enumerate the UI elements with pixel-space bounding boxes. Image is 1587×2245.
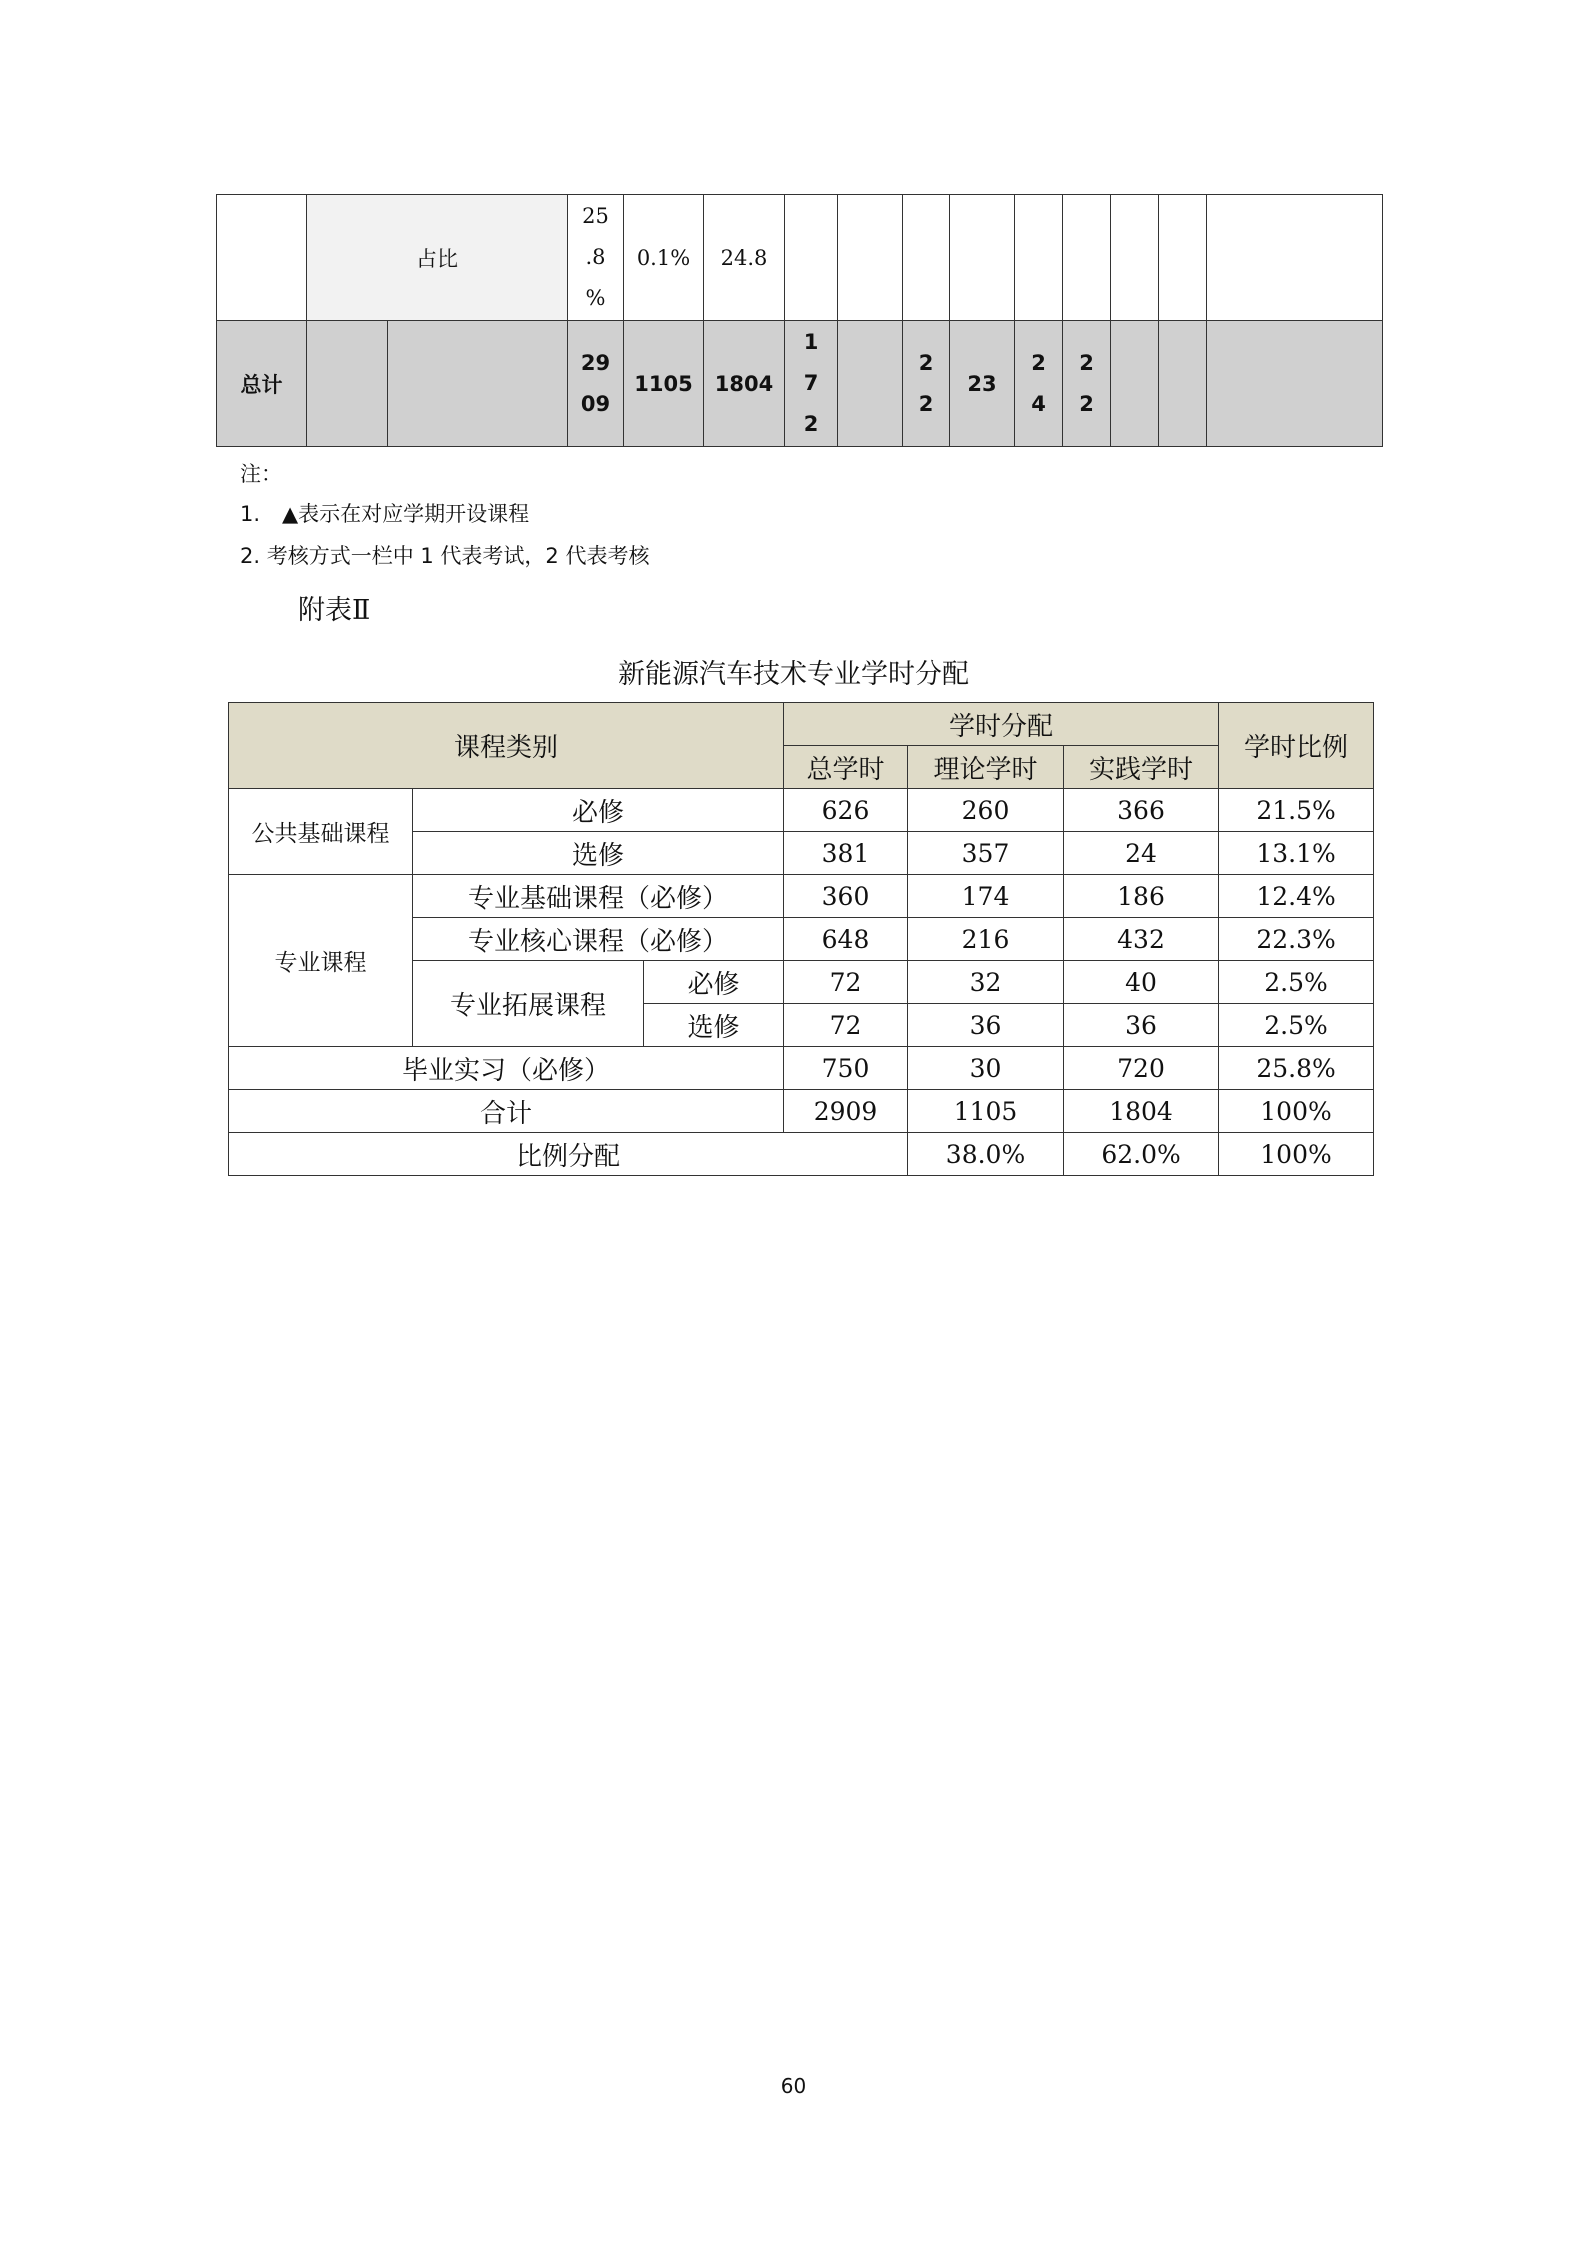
course-summary-table-fragment (216, 194, 1383, 447)
professional-label: 专业课程 (229, 875, 413, 1047)
table-row: 公共基础课程 必修 626 260 366 21.5% (229, 789, 1374, 832)
table-row: 专业拓展课程 必修 72 32 40 2.5% (229, 961, 1374, 1004)
internship-label: 毕业实习（必修） (229, 1047, 784, 1090)
table-row: 专业课程 专业基础课程（必修） 360 174 186 12.4% (229, 875, 1374, 918)
proportion-label: 比例分配 (229, 1133, 908, 1176)
page-number: 60 (780, 2074, 807, 2098)
header-hours-ratio: 学时比例 (1219, 703, 1374, 789)
row-label: 专业基础课程（必修） (413, 875, 784, 918)
ratio-practice: 24.8 (704, 195, 785, 321)
ratio-theory: 0.1% (624, 195, 704, 321)
total-label: 总计 (217, 321, 307, 447)
note-item-1 (240, 498, 529, 528)
table-row: 选修 72 36 36 2.5% (229, 1004, 1374, 1047)
table-row: 比例分配 38.0% 62.0% 100% (229, 1133, 1374, 1176)
header-category: 课程类别 (229, 703, 784, 789)
row-label: 选修 (644, 1004, 784, 1047)
ratio-label: 占比 (307, 195, 568, 321)
row-label: 必修 (644, 961, 784, 1004)
header-practice-hours: 实践学时 (1064, 746, 1219, 789)
header-theory-hours: 理论学时 (908, 746, 1064, 789)
header-row-1 (229, 703, 1374, 746)
header-total-hours: 总学时 (784, 746, 908, 789)
ratio-row (217, 195, 1383, 321)
total-practice: 1804 (704, 321, 785, 447)
total-theory: 1105 (624, 321, 704, 447)
extension-label: 专业拓展课程 (413, 961, 644, 1047)
total-col-c: 23 (950, 321, 1015, 447)
public-basic-label: 公共基础课程 (229, 789, 413, 875)
total-row (217, 321, 1383, 447)
header-hours-distribution: 学时分配 (784, 703, 1219, 746)
appendix-label: 附表Ⅱ (298, 595, 371, 626)
note-item-1-text: ▲表示在对应学期开设课程 (282, 502, 530, 526)
table-title: 新能源汽车技术专业学时分配 (618, 659, 969, 690)
table-row: 选修 381 357 24 13.1% (229, 832, 1374, 875)
row-label: 必修 (413, 789, 784, 832)
note-item-1-index: 1. (240, 502, 261, 526)
total-col-a: 1 7 2 (785, 321, 838, 447)
note-item-2: 2. 考核方式一栏中 1 代表考试，2 代表考核 (240, 544, 650, 568)
hours-distribution-table (228, 702, 1374, 1176)
total-col-d: 2 4 (1015, 321, 1063, 447)
notes-title: 注： (240, 462, 282, 486)
sum-label: 合计 (229, 1090, 784, 1133)
total-col-b: 2 2 (903, 321, 950, 447)
table-row: 合计 2909 1105 1804 100% (229, 1090, 1374, 1133)
row-label: 专业核心课程（必修） (413, 918, 784, 961)
total-col-e: 2 2 (1063, 321, 1111, 447)
total-hours: 29 09 (568, 321, 624, 447)
table-row: 专业核心课程（必修） 648 216 432 22.3% (229, 918, 1374, 961)
row-label: 选修 (413, 832, 784, 875)
ratio-total-hours: 25 .8 % (568, 195, 624, 321)
table-row: 毕业实习（必修） 750 30 720 25.8% (229, 1047, 1374, 1090)
